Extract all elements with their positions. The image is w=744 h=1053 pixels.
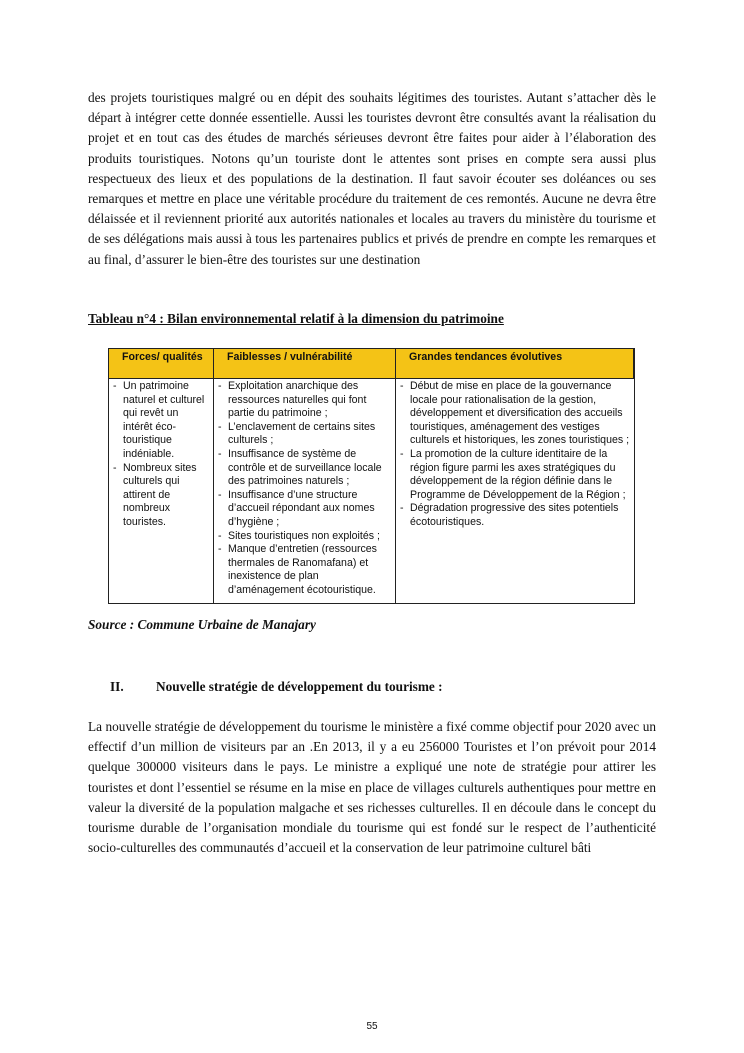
heritage-assessment-table (108, 348, 635, 604)
forces-item: - Nombreux sites culturels qui attirent de nombreux touristes. (113, 462, 209, 530)
tendances-item: - La promotion de la culture identitaire de la région figure parmi les axes stratégiques du développement de la région définie dans le Programme de Développement de la Région ; (400, 448, 630, 502)
forces-cell (109, 379, 214, 603)
tendances-cell (396, 379, 634, 603)
table-title: Tableau n°4 : Bilan environnemental relatif à la dimension du patrimoine (88, 311, 504, 326)
table-source: Source : Commune Urbaine de Manajary (88, 617, 316, 632)
faiblesses-item: - L’enclavement de certains sites culturels ; (218, 421, 391, 448)
tendances-item: - Début de mise en place de la gouvernance locale pour rationalisation de la gestion, développement et diversification des accueils touristiques, aménagement des vestiges culturels et historiques, les zones touristiques ; (400, 380, 630, 448)
strategy-paragraph: La nouvelle stratégie de développement du tourisme le ministère a fixé comme objectif pour 2020 avec un effectif d’un million de visiteurs par an .En 2013, il y a eu 256000 Touristes et l’on prévoit pour 2014 quelque 300000 visiteurs dans le pays. Le ministre a expliqué une note de stratégie pour attirer les touristes et dont l’essentiel se résume en la mise en place de villages culturels authentiques pour mettre en valeur la diversité de la population malgache et ses richesses culturelles. Il en découle dans le concept du tourisme durable de l’organisation mondiale du tourisme qui est fondé sur le respect de l’authenticité socio-culturelles des communautés d’accueil et la conservation de leur patrimoine culturel bâti (88, 719, 656, 856)
faiblesses-item: - Exploitation anarchique des ressources naturelles qui font partie du patrimoine ; (218, 380, 391, 421)
page-number: 55 (366, 1021, 378, 1032)
faiblesses-item: - Insuffisance de système de contrôle et de surveillance locale des patrimoines naturels ; (218, 448, 391, 489)
forces-item: - Un patrimoine naturel et culturel qui revêt un intérêt éco-touristique indéniable. (113, 380, 209, 462)
faiblesses-item: - Manque d’entretien (ressources thermales de Ranomafana) et inexistence de plan d’aménagement écotouristique. (218, 543, 391, 597)
header-faiblesses: Faiblesses / vulnérabilité (214, 349, 396, 379)
faiblesses-cell (214, 379, 396, 603)
section-title: Nouvelle stratégie de développement du tourisme : (156, 679, 443, 694)
tendances-item: - Dégradation progressive des sites potentiels écotouristiques. (400, 502, 630, 529)
header-tendances: Grandes tendances évolutives (396, 349, 634, 379)
section-heading (110, 679, 443, 695)
faiblesses-item: - Sites touristiques non exploités ; (218, 530, 391, 544)
header-forces: Forces/ qualités (109, 349, 214, 379)
section-number: II. (110, 679, 124, 694)
intro-paragraph: des projets touristiques malgré ou en dépit des souhaits légitimes des touristes. Autant s’attacher dès le départ à intégrer cette donnée essentielle. Aussi les touristes devront être consultés avant la réalisation du projet et en tout cas des études de marchés sérieuses devront être faites pour aider à l’élaboration des produits touristiques. Notons qu’un touriste dont le attentes sont prises en compte sera aussi plus respectueux des lieux et des populations de la destination. Il faut savoir écouter ses doléances ou ses remarques et mettre en place une véritable procédure du traitement de ces remontés. Aucune ne devra être délaissée et il reviennent priorité aux autorités nationales et locales au travers du ministère du tourisme et de ses délégations mais aussi à tous les partenaires publics et privés de prendre en compte les remarques et au final, d’assurer le bien-être des touristes sur une destination (88, 90, 656, 267)
faiblesses-item: - Insuffisance d’une structure d’accueil répondant aux nomes d’hygiène ; (218, 489, 391, 530)
